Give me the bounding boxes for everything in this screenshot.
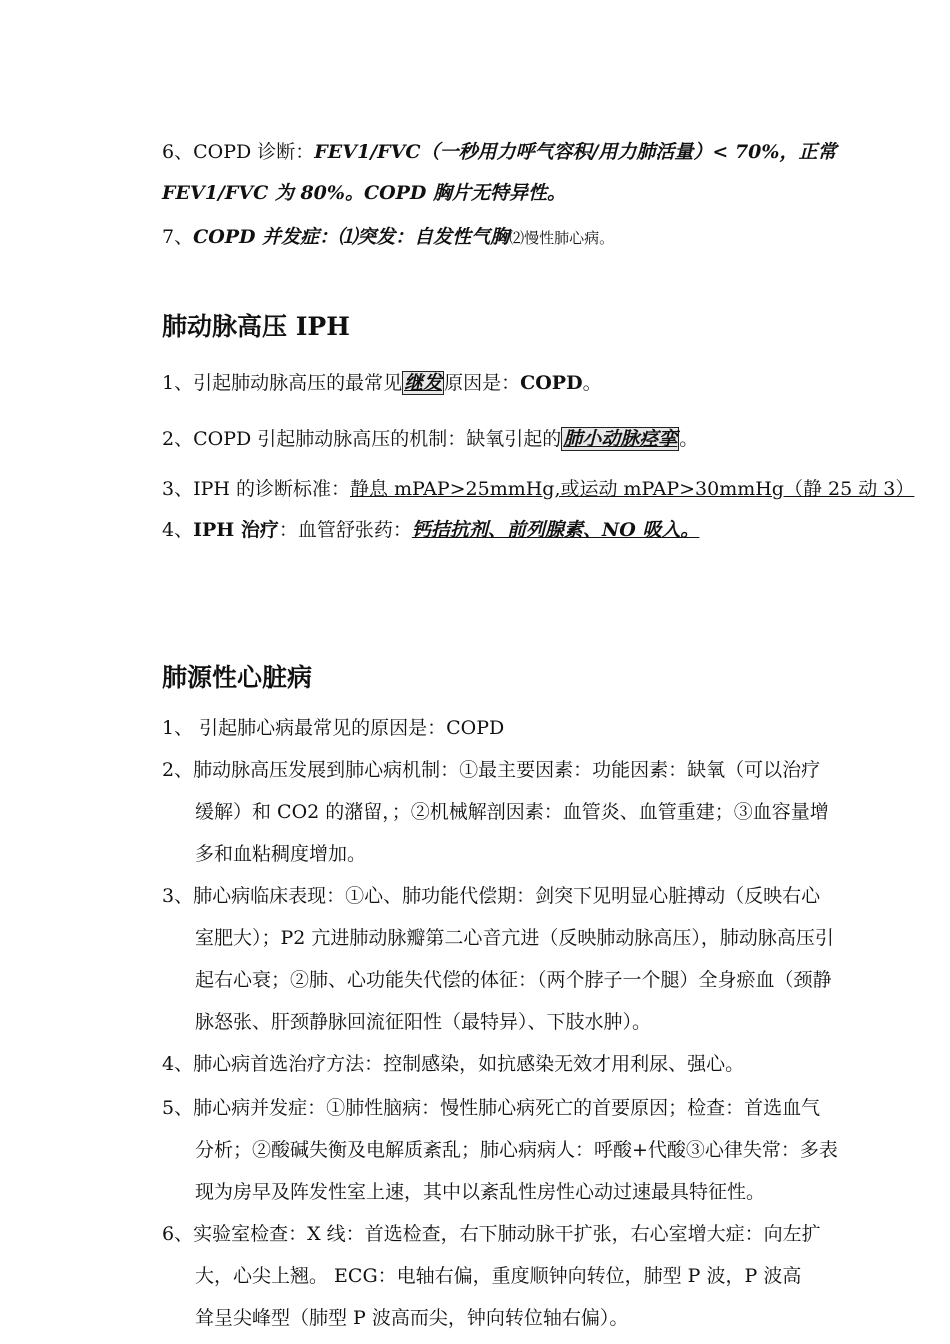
cor-line: 室肥大）；P2 亢进肺动脉瓣第二心音亢进（反映肺动脉高压），肺动脉高压引	[195, 927, 834, 949]
cor-line: 脉怒张、肝颈静脉回流征阳性（最特异）、下肢水肿）。	[195, 1011, 652, 1033]
cor-line: 3、肺心病临床表现：①心、肺功能代偿期：剑突下见明显心脏搏动（反映右心	[162, 885, 821, 907]
copd-item-7	[162, 224, 614, 251]
cor-line: 缓解）和 CO2 的潴留，；②机械解剖因素：血管炎、血管重建；③血容量增	[195, 801, 829, 823]
iph-item-4-mid: ：血管舒张药：	[278, 519, 412, 541]
cor-line: 耸呈尖峰型（肺型 P 波高而尖，钟向转位轴右偏）。	[195, 1307, 629, 1329]
copd-item-6-line2: FEV1/FVC 为 80%。COPD 胸片无特异性。	[162, 182, 567, 204]
cor-line: 现为房早及阵发性室上速，其中以紊乱性房性心动过速最具特征性。	[195, 1181, 766, 1203]
copd-item-7-rest: ⑵慢性肺心病。	[509, 229, 615, 247]
iph-item-3	[162, 476, 914, 502]
iph-item-2-end: 。	[679, 428, 699, 450]
iph-item-1-mid: 原因是：	[444, 372, 521, 394]
copd-item-6-prefix: 6、COPD 诊断：	[162, 141, 315, 163]
cor-line: 多和血粘稠度增加。	[195, 843, 367, 865]
iph-item-4-bold: IPH 治疗	[193, 519, 279, 541]
cor-line: 分析；②酸碱失衡及电解质紊乱；肺心病病人：呼酸+代酸③心律失常：多表	[195, 1139, 838, 1161]
copd-item-6	[162, 139, 836, 165]
cor-line: 6、实验室检查：X 线：首选检查，右下肺动脉干扩张，右心室增大症：向左扩	[162, 1223, 821, 1245]
iph-item-1	[162, 370, 602, 396]
iph-item-2	[162, 426, 698, 452]
copd-item-6-bold: FEV1/FVC（一秒用力呼气容积/用力肺活量）< 70%，正常	[314, 141, 837, 163]
iph-item-2-prefix: 2、COPD 引起肺动脉高压的机制：缺氧引起的	[162, 428, 562, 450]
copd-item-7-prefix: 7、	[162, 226, 194, 248]
cor-line: 5、肺心病并发症：①肺性脑病：慢性肺心病死亡的首要原因；检查：首选血气	[162, 1097, 821, 1119]
iph-item-4-prefix: 4、	[162, 519, 194, 541]
copd-item-7-bold: COPD 并发症：⑴突发：自发性气胸	[193, 226, 510, 248]
iph-item-1-boxed: 继发	[404, 372, 443, 394]
cor-line: 4、肺心病首选治疗方法：控制感染，如抗感染无效才用利尿、强心。	[162, 1053, 745, 1075]
cor-line: 1、 引起肺心病最常见的原因是：COPD	[162, 717, 505, 739]
iph-item-3-criteria: 静息 mPAP>25mmHg,或运动 mPAP>30mmHg（静 25 动 3）	[350, 478, 915, 500]
iph-item-1-prefix: 1、引起肺动脉高压的最常见	[162, 372, 403, 394]
iph-item-1-bold: COPD	[520, 372, 583, 394]
iph-item-4-drugs: 钙拮抗剂、前列腺素、NO 吸入。	[411, 519, 700, 541]
cor-line: 大，心尖上翘。 ECG：电轴右偏，重度顺钟向转位，肺型 P 波，P 波高	[195, 1265, 802, 1287]
iph-item-2-boxed: 肺小动脉痉挛	[563, 428, 678, 450]
iph-item-4	[162, 517, 699, 543]
cor-line: 2、肺动脉高压发展到肺心病机制：①最主要因素：功能因素：缺氧（可以治疗	[162, 759, 821, 781]
cor-line: 起右心衰；②肺、心功能失代偿的体征：（两个脖子一个腿）全身瘀血（颈静	[195, 969, 832, 991]
iph-section-title: 肺动脉高压 IPH	[162, 312, 350, 341]
iph-item-1-end: 。	[582, 372, 602, 394]
iph-item-3-prefix: 3、IPH 的诊断标准：	[162, 478, 350, 500]
cor-section-title: 肺源性心脏病	[162, 663, 313, 692]
